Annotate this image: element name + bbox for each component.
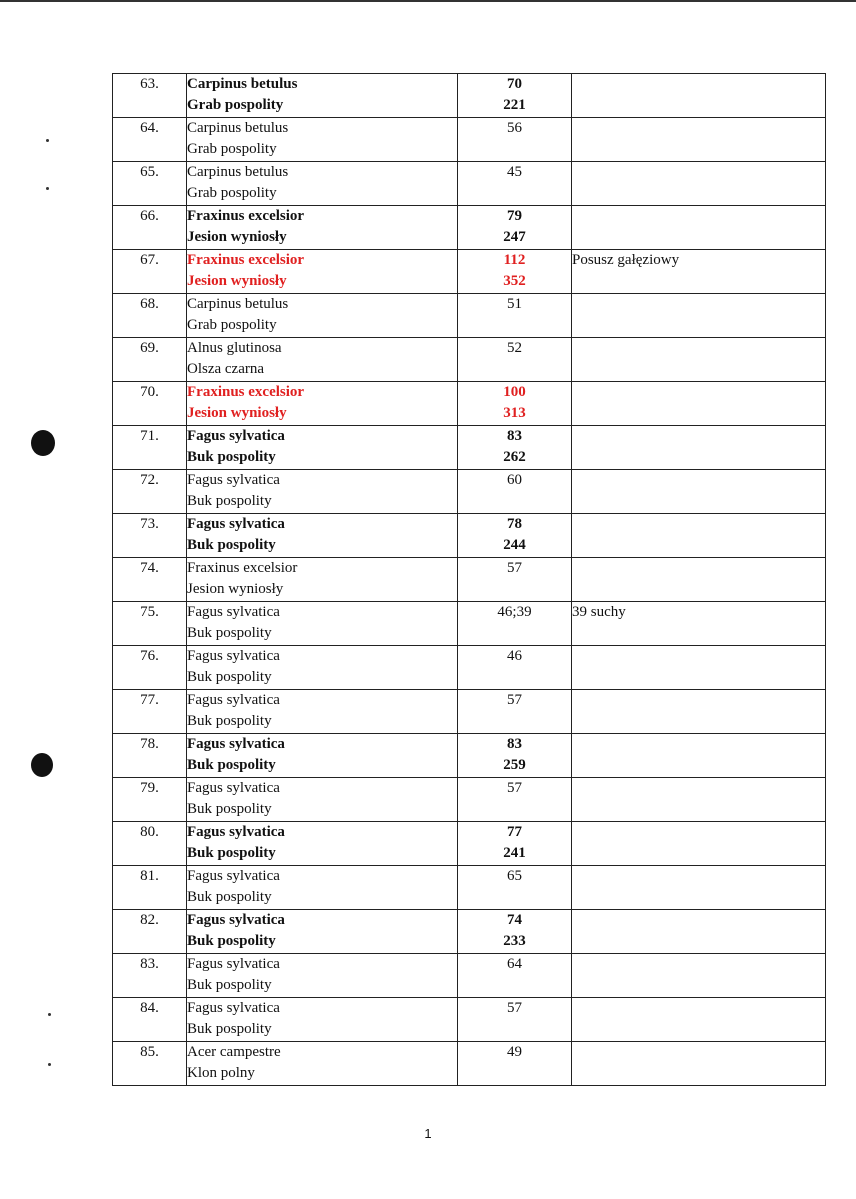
species-polish-name: Buk pospolity [187, 1021, 272, 1037]
page-number: 1 [424, 1126, 432, 1141]
measurement-cell [458, 998, 572, 1042]
species-cell [187, 514, 458, 558]
species-latin-name: Fagus sylvatica [187, 912, 285, 928]
tree-rows [113, 74, 826, 1086]
measurement-value: 51 [507, 296, 522, 312]
species-cell [187, 778, 458, 822]
species-cell [187, 206, 458, 250]
species-latin-name: Fraxinus excelsior [187, 560, 298, 576]
row-number: 76. [113, 646, 187, 690]
table-row [113, 602, 826, 646]
species-polish-name: Buk pospolity [187, 933, 276, 949]
measurement-value: 83 [507, 736, 522, 752]
tree-inventory-table [112, 73, 826, 1086]
species-latin-name: Fraxinus excelsior [187, 384, 305, 400]
measurement-value: 60 [507, 472, 522, 488]
measurement-cell [458, 734, 572, 778]
species-cell [187, 646, 458, 690]
table-row [113, 734, 826, 778]
remarks-cell [572, 910, 826, 954]
measurement-second-value: 262 [503, 449, 526, 465]
measurement-cell [458, 602, 572, 646]
remarks-cell [572, 1042, 826, 1086]
table-row [113, 558, 826, 602]
measurement-second-value: 233 [503, 933, 526, 949]
measurement-value: 64 [507, 956, 522, 972]
row-number: 84. [113, 998, 187, 1042]
table-row [113, 118, 826, 162]
row-number: 65. [113, 162, 187, 206]
measurement-value: 57 [507, 1000, 522, 1016]
scan-top-edge [0, 0, 856, 2]
row-number: 67. [113, 250, 187, 294]
species-cell [187, 162, 458, 206]
species-latin-name: Fagus sylvatica [187, 604, 280, 620]
remarks-cell [572, 294, 826, 338]
species-polish-name: Buk pospolity [187, 801, 272, 817]
remarks-cell [572, 690, 826, 734]
measurement-value: 46;39 [497, 604, 532, 620]
row-number: 71. [113, 426, 187, 470]
species-latin-name: Carpinus betulus [187, 120, 289, 136]
measurement-value: 45 [507, 164, 522, 180]
remarks-cell [572, 470, 826, 514]
row-number: 64. [113, 118, 187, 162]
punch-hole-lower [31, 753, 53, 777]
measurement-cell [458, 470, 572, 514]
table-row [113, 382, 826, 426]
measurement-cell [458, 822, 572, 866]
species-polish-name: Buk pospolity [187, 889, 272, 905]
measurement-value: 52 [507, 340, 522, 356]
table-row [113, 250, 826, 294]
species-latin-name: Fagus sylvatica [187, 516, 285, 532]
species-polish-name: Jesion wyniosły [187, 229, 287, 245]
scan-speck [46, 187, 49, 190]
row-number: 80. [113, 822, 187, 866]
species-latin-name: Fagus sylvatica [187, 1000, 280, 1016]
remarks-cell [572, 866, 826, 910]
measurement-cell [458, 162, 572, 206]
remarks-cell [572, 558, 826, 602]
species-polish-name: Buk pospolity [187, 713, 272, 729]
table-row [113, 954, 826, 998]
row-number: 83. [113, 954, 187, 998]
remarks-cell [572, 778, 826, 822]
measurement-value: 65 [507, 868, 522, 884]
table-row [113, 1042, 826, 1086]
measurement-value: 49 [507, 1044, 522, 1060]
species-polish-name: Buk pospolity [187, 493, 272, 509]
species-cell [187, 910, 458, 954]
species-polish-name: Grab pospolity [187, 97, 284, 113]
species-polish-name: Buk pospolity [187, 625, 272, 641]
measurement-value: 79 [507, 208, 522, 224]
measurement-cell [458, 338, 572, 382]
measurement-value: 57 [507, 560, 522, 576]
species-cell [187, 1042, 458, 1086]
species-latin-name: Fagus sylvatica [187, 472, 280, 488]
species-polish-name: Buk pospolity [187, 669, 272, 685]
species-cell [187, 118, 458, 162]
remarks-cell [572, 646, 826, 690]
remarks-cell [572, 514, 826, 558]
measurement-value: 57 [507, 692, 522, 708]
measurement-second-value: 221 [503, 97, 526, 113]
measurement-second-value: 247 [503, 229, 526, 245]
species-cell [187, 382, 458, 426]
species-cell [187, 426, 458, 470]
species-polish-name: Jesion wyniosły [187, 273, 287, 289]
remarks-cell [572, 734, 826, 778]
species-latin-name: Fraxinus excelsior [187, 208, 305, 224]
measurement-cell [458, 1042, 572, 1086]
measurement-value: 77 [507, 824, 522, 840]
table-row [113, 426, 826, 470]
table-row [113, 998, 826, 1042]
measurement-cell [458, 778, 572, 822]
measurement-value: 78 [507, 516, 522, 532]
measurement-cell [458, 866, 572, 910]
species-cell [187, 822, 458, 866]
measurement-cell [458, 954, 572, 998]
scan-speck [48, 1013, 51, 1016]
measurement-cell [458, 74, 572, 118]
measurement-second-value: 241 [503, 845, 526, 861]
measurement-cell [458, 382, 572, 426]
row-number: 66. [113, 206, 187, 250]
measurement-value: 112 [503, 252, 526, 268]
row-number: 77. [113, 690, 187, 734]
species-cell [187, 294, 458, 338]
row-number: 72. [113, 470, 187, 514]
species-latin-name: Carpinus betulus [187, 296, 289, 312]
species-latin-name: Fagus sylvatica [187, 692, 280, 708]
measurement-cell [458, 646, 572, 690]
scan-speck [46, 139, 49, 142]
species-cell [187, 602, 458, 646]
species-cell [187, 470, 458, 514]
row-number: 74. [113, 558, 187, 602]
remarks-cell [572, 954, 826, 998]
species-polish-name: Grab pospolity [187, 141, 277, 157]
measurement-value: 83 [507, 428, 522, 444]
remarks-cell [572, 382, 826, 426]
measurement-cell [458, 558, 572, 602]
species-latin-name: Fagus sylvatica [187, 428, 285, 444]
measurement-value: 46 [507, 648, 522, 664]
species-cell [187, 954, 458, 998]
table-row [113, 470, 826, 514]
species-latin-name: Fagus sylvatica [187, 868, 280, 884]
measurement-second-value: 259 [503, 757, 526, 773]
species-latin-name: Fagus sylvatica [187, 956, 280, 972]
species-cell [187, 690, 458, 734]
species-latin-name: Carpinus betulus [187, 76, 298, 92]
row-number: 63. [113, 74, 187, 118]
measurement-second-value: 244 [503, 537, 526, 553]
species-polish-name: Buk pospolity [187, 537, 276, 553]
species-latin-name: Fagus sylvatica [187, 824, 285, 840]
remarks-cell [572, 118, 826, 162]
species-cell [187, 250, 458, 294]
table-row [113, 514, 826, 558]
species-polish-name: Buk pospolity [187, 449, 276, 465]
table-row [113, 294, 826, 338]
species-latin-name: Acer campestre [187, 1044, 281, 1060]
measurement-cell [458, 910, 572, 954]
measurement-second-value: 352 [503, 273, 526, 289]
measurement-value: 100 [503, 384, 526, 400]
species-polish-name: Buk pospolity [187, 845, 276, 861]
remarks-cell [572, 206, 826, 250]
table-row [113, 74, 826, 118]
measurement-value: 74 [507, 912, 522, 928]
measurement-cell [458, 118, 572, 162]
species-polish-name: Buk pospolity [187, 977, 272, 993]
table-row [113, 690, 826, 734]
species-cell [187, 558, 458, 602]
species-latin-name: Carpinus betulus [187, 164, 289, 180]
remarks-cell [572, 162, 826, 206]
species-cell [187, 866, 458, 910]
measurement-cell [458, 514, 572, 558]
remarks-cell [572, 822, 826, 866]
row-number: 79. [113, 778, 187, 822]
measurement-cell [458, 206, 572, 250]
species-cell [187, 734, 458, 778]
row-number: 75. [113, 602, 187, 646]
species-latin-name: Fagus sylvatica [187, 648, 280, 664]
species-polish-name: Olsza czarna [187, 361, 265, 377]
table-row [113, 910, 826, 954]
row-number: 73. [113, 514, 187, 558]
species-polish-name: Klon polny [187, 1065, 255, 1081]
species-polish-name: Jesion wyniosły [187, 581, 284, 597]
remarks-cell [572, 74, 826, 118]
remarks-cell [572, 998, 826, 1042]
species-latin-name: Fagus sylvatica [187, 736, 285, 752]
row-number: 81. [113, 866, 187, 910]
remarks-cell [572, 338, 826, 382]
species-latin-name: Fraxinus excelsior [187, 252, 305, 268]
species-latin-name: Alnus glutinosa [187, 340, 282, 356]
measurement-cell [458, 294, 572, 338]
species-polish-name: Grab pospolity [187, 185, 277, 201]
scan-speck [48, 1063, 51, 1066]
table-row [113, 338, 826, 382]
table-row [113, 866, 826, 910]
species-polish-name: Grab pospolity [187, 317, 277, 333]
measurement-value: 70 [507, 76, 522, 92]
row-number: 68. [113, 294, 187, 338]
species-polish-name: Buk pospolity [187, 757, 276, 773]
table-row [113, 778, 826, 822]
table-row [113, 822, 826, 866]
row-number: 78. [113, 734, 187, 778]
species-latin-name: Fagus sylvatica [187, 780, 280, 796]
measurement-cell [458, 426, 572, 470]
species-cell [187, 998, 458, 1042]
measurement-value: 56 [507, 120, 522, 136]
measurement-second-value: 313 [503, 405, 526, 421]
species-cell [187, 74, 458, 118]
remarks-cell: 39 suchy [572, 602, 826, 646]
table-row [113, 206, 826, 250]
row-number: 82. [113, 910, 187, 954]
remarks-cell: Posusz gałęziowy [572, 250, 826, 294]
species-polish-name: Jesion wyniosły [187, 405, 287, 421]
measurement-cell [458, 250, 572, 294]
species-cell [187, 338, 458, 382]
remarks-cell [572, 426, 826, 470]
row-number: 69. [113, 338, 187, 382]
row-number: 70. [113, 382, 187, 426]
row-number: 85. [113, 1042, 187, 1086]
table-row [113, 646, 826, 690]
table-row [113, 162, 826, 206]
punch-hole-upper [31, 430, 55, 456]
measurement-cell [458, 690, 572, 734]
measurement-value: 57 [507, 780, 522, 796]
